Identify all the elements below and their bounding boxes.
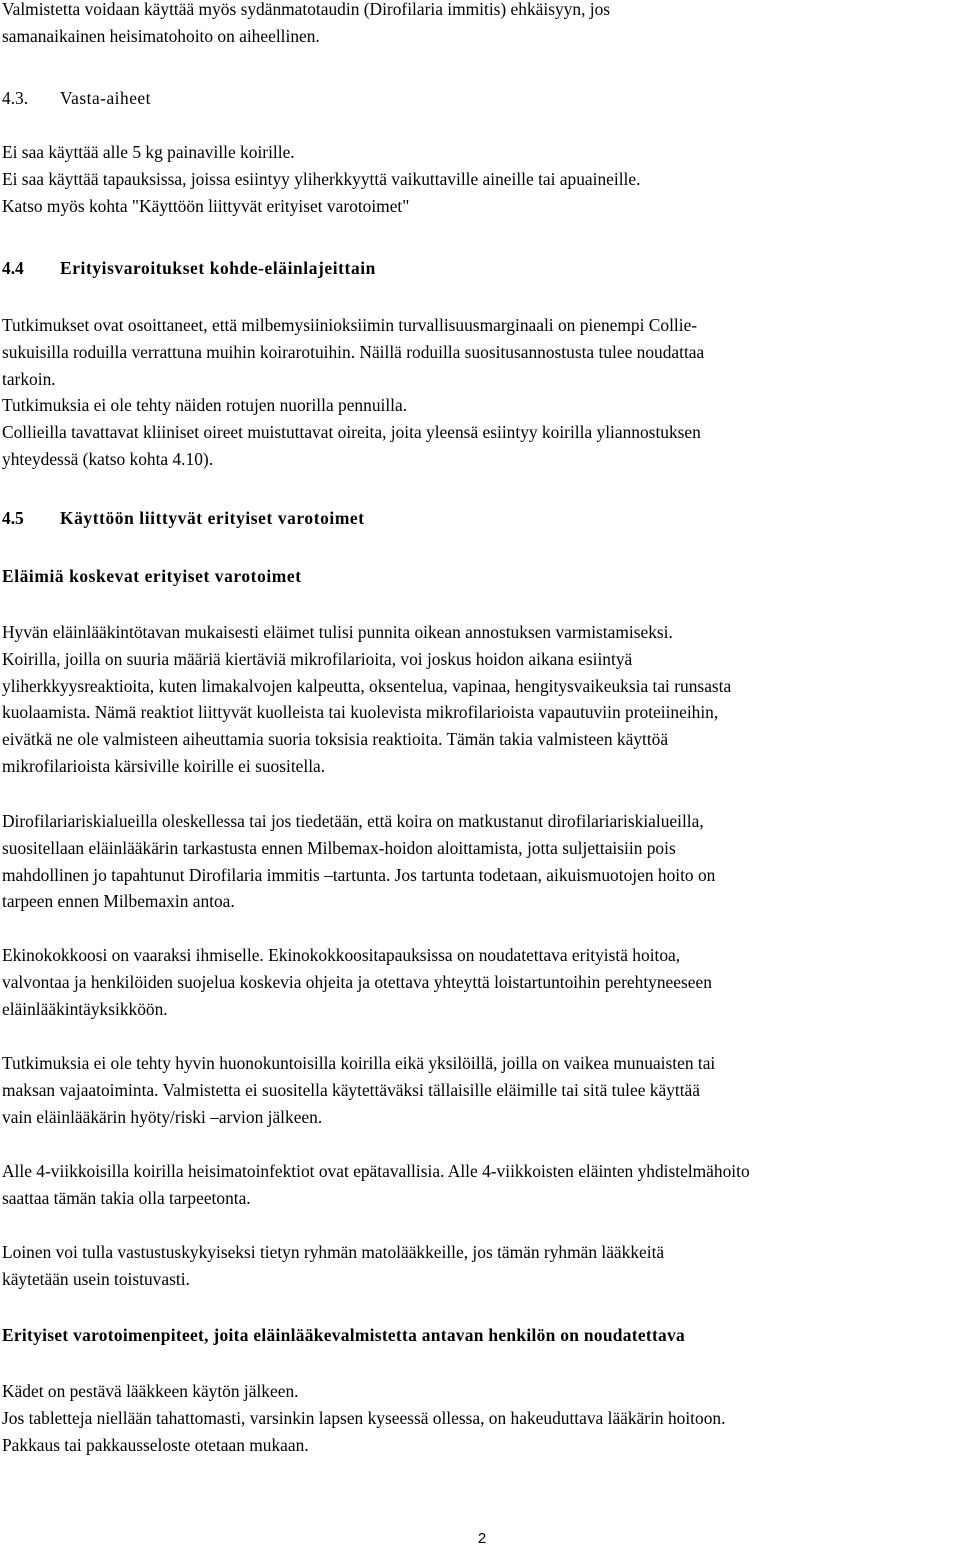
- section-title: Vasta-aiheet: [60, 88, 151, 108]
- text-line: Tutkimuksia ei ole tehty hyvin huonokuntoisilla koirilla eikä yksilöillä, joilla on vaikea munuaisten tai: [2, 1053, 716, 1073]
- section-title: Käyttöön liittyvät erityiset varotoimet: [60, 508, 365, 528]
- text-line: Katso myös kohta "Käyttöön liittyvät erityiset varotoimet": [2, 195, 410, 216]
- section-number: 4.3.: [2, 88, 29, 108]
- text-line: Collieilla tavattavat kliiniset oireet muistuttavat oireita, joita yleensä esiintyy koirilla yliannostuksen: [2, 422, 701, 443]
- paragraph-puppies: [2, 1158, 952, 1212]
- text-line: eläinlääkintäyksikköön.: [2, 998, 168, 1019]
- text-line: Tutkimukset ovat osoittaneet, että milbemysiinioksiimin turvallisuusmarginaali on pienempi Collie-: [2, 315, 698, 335]
- section-heading-4-5: [2, 505, 952, 532]
- subheading-user-precautions: [2, 1322, 952, 1349]
- text-line: Ekinokokkoosi on vaaraksi ihmiselle. Ekinokokkoositapauksissa on noudatettava erityistä hoitoa,: [2, 945, 681, 965]
- paragraph-dirofilaria: [2, 808, 952, 915]
- text-line: Tutkimuksia ei ole tehty näiden rotujen nuorilla pennuilla.: [2, 395, 408, 416]
- text-line: Pakkaus tai pakkausseloste otetaan mukaan.: [2, 1434, 309, 1455]
- subheading-text: Eläimiä koskevat erityiset varotoimet: [2, 566, 302, 586]
- subheading-animal-precautions: [2, 563, 952, 590]
- text-line: suositellaan eläinlääkärin tarkastusta ennen Milbemax-hoidon aloittamista, jotta suljettaisiin pois: [2, 837, 676, 858]
- section-number: 4.4: [2, 258, 24, 278]
- text-line: tarpeen ennen Milbemaxin antoa.: [2, 891, 235, 912]
- text-line: valvontaa ja henkilöiden suojelua koskevia ohjeita ja otettava yhteyttä loistartuntoihin perehtyneeseen: [2, 971, 712, 992]
- text-line: eivätkä ne ole valmisteen aiheuttamia suoria toksisia reaktioita. Tämän takia valmisteen käyttöä: [2, 729, 669, 750]
- text-line: Koirilla, joilla on suuria määriä kiertäviä mikrofilarioita, voi joskus hoidon aikana esiintyä: [2, 648, 633, 669]
- page-number: 2: [477, 1530, 487, 1547]
- text-line: Hyvän eläinlääkintötavan mukaisesti eläimet tulisi punnita oikean annostuksen varmistamiseksi.: [2, 622, 673, 642]
- paragraph-dosage: [2, 619, 952, 780]
- text-line: Valmistetta voidaan käyttää myös sydänmatotaudin (Dirofilaria immitis) ehkäisyyn, jos: [2, 0, 611, 19]
- text-line: Loinen voi tulla vastustuskykyiseksi tietyn ryhmän matolääkkeille, jos tämän ryhmän lääkkeitä: [2, 1242, 665, 1262]
- section-4-4-body: [2, 312, 952, 473]
- text-line: mahdollinen jo tapahtunut Dirofilaria immitis –tartunta. Jos tartunta todetaan, aikuismuotojen hoito on: [2, 864, 716, 885]
- subheading-text: Erityiset varotoimenpiteet, joita eläinlääkevalmistetta antavan henkilön on noudatettava: [2, 1325, 686, 1345]
- text-line: yhteydessä (katso kohta 4.10).: [2, 448, 214, 469]
- text-line: vain eläinlääkärin hyöty/riski –arvion jälkeen.: [2, 1106, 323, 1127]
- text-line: yliherkkyysreaktioita, kuten limakalvojen kalpeutta, oksentelua, vapinaa, hengitysvaikeuksia tai runsasta: [2, 675, 732, 696]
- text-line: Jos tabletteja niellään tahattomasti, varsinkin lapsen kyseessä ollessa, on hakeuduttava lääkärin hoitoon.: [2, 1407, 726, 1428]
- text-line: sukuisilla roduilla verrattuna muihin koirarotuihin. Näillä roduilla suositusannostusta tulee noudattaa: [2, 341, 705, 362]
- text-line: samanaikainen heisimatohoito on aiheellinen.: [2, 25, 320, 46]
- text-line: Kädet on pestävä lääkkeen käytön jälkeen.: [2, 1381, 299, 1401]
- intro-paragraph: [2, 0, 952, 50]
- text-line: mikrofilarioista kärsiville koirille ei suositella.: [2, 755, 326, 776]
- text-line: Ei saa käyttää tapauksissa, joissa esiintyy yliherkkyyttä vaikuttaville aineille tai apuaineille.: [2, 168, 641, 189]
- text-line: Alle 4-viikkoisilla koirilla heisimatoinfektiot ovat epätavallisia. Alle 4-viikkoisten eläinten yhdistelmähoito: [2, 1161, 750, 1181]
- text-line: Dirofilariariskialueilla oleskellessa tai jos tiedetään, että koira on matkustanut dirofilariariskialueilla,: [2, 811, 704, 831]
- paragraph-weak-dogs: [2, 1050, 952, 1130]
- paragraph-echinococcosis: [2, 942, 952, 1022]
- section-heading-4-4: [2, 255, 952, 282]
- text-line: käytetään usein toistuvasti.: [2, 1268, 190, 1289]
- section-number: 4.5: [2, 508, 24, 528]
- section-4-3-body: [2, 139, 952, 219]
- paragraph-resistance: [2, 1239, 952, 1293]
- text-line: Ei saa käyttää alle 5 kg painaville koirille.: [2, 142, 295, 162]
- text-line: maksan vajaatoiminta. Valmistetta ei suositella käytettäväksi tällaisille eläimille tai sitä tulee käyttää: [2, 1079, 700, 1100]
- paragraph-handling: [2, 1378, 952, 1458]
- section-heading-4-3: [2, 85, 952, 112]
- text-line: saattaa tämän takia olla tarpeetonta.: [2, 1187, 251, 1208]
- text-line: kuolaamista. Nämä reaktiot liittyvät kuolleista tai kuolevista mikrofilarioista vapautuviin proteiineihin,: [2, 702, 719, 723]
- section-title: Erityisvaroitukset kohde-eläinlajeittain: [60, 258, 376, 278]
- text-line: tarkoin.: [2, 368, 56, 389]
